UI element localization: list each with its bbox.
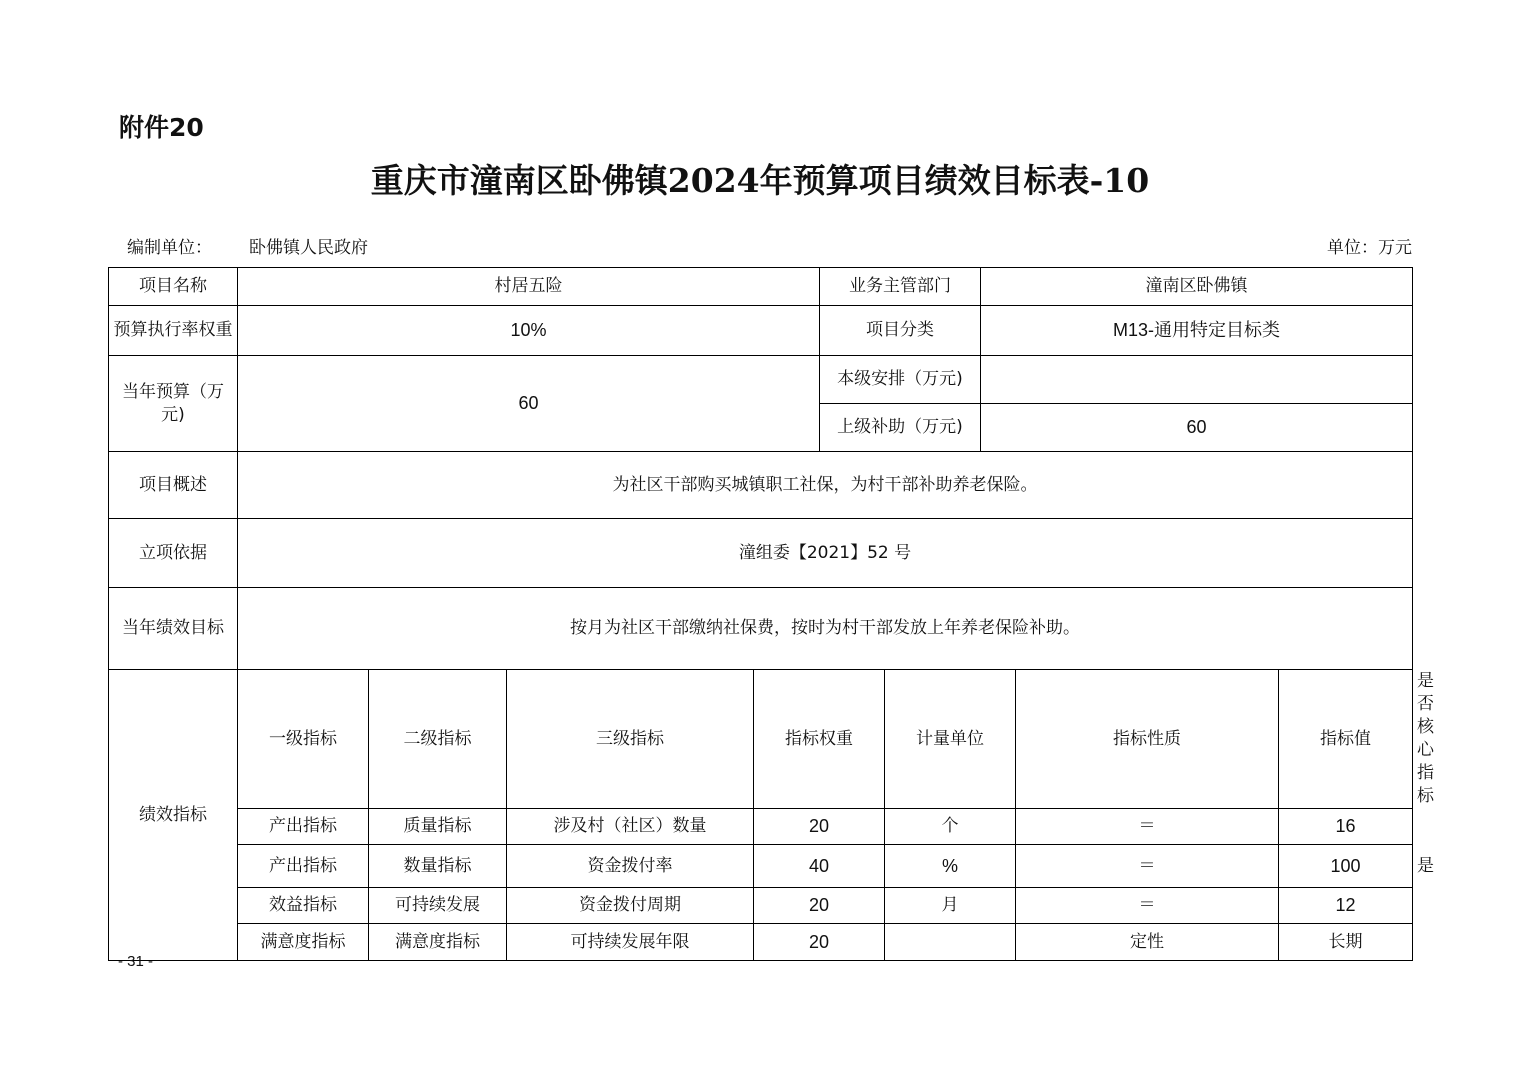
indicator-header: 二级指标 xyxy=(369,670,507,809)
weight-cell: 40 xyxy=(754,845,885,888)
local-value xyxy=(981,356,1413,404)
indicator-header: 指标值 xyxy=(1279,670,1413,809)
unit-cell: 个 xyxy=(885,809,1016,845)
nature-cell: ＝ xyxy=(1016,845,1279,888)
table-row xyxy=(109,809,1413,845)
level3-cell: 涉及村（社区）数量 xyxy=(507,809,754,845)
value-cell: 12 xyxy=(1279,888,1413,924)
category-label: 项目分类 xyxy=(820,306,981,356)
row-exec-rate xyxy=(109,306,1413,356)
level1-cell: 产出指标 xyxy=(238,809,369,845)
unit-label: 单位：万元 xyxy=(1327,238,1412,258)
nature-cell: ＝ xyxy=(1016,888,1279,924)
row-overview xyxy=(109,452,1413,519)
indicators-label: 绩效指标 xyxy=(109,670,238,961)
basis-label: 立项依据 xyxy=(109,519,238,588)
row-basis xyxy=(109,519,1413,588)
category-value: M13-通用特定目标类 xyxy=(981,306,1413,356)
performance-target-table xyxy=(108,267,1434,961)
level3-cell: 资金拨付率 xyxy=(507,845,754,888)
level2-cell: 数量指标 xyxy=(369,845,507,888)
dept-value: 潼南区卧佛镇 xyxy=(981,268,1413,306)
level3-cell: 资金拨付周期 xyxy=(507,888,754,924)
nature-cell: ＝ xyxy=(1016,809,1279,845)
weight-cell: 20 xyxy=(754,924,885,961)
row-budget xyxy=(109,356,1413,404)
table-row xyxy=(109,888,1413,924)
row-goal xyxy=(109,588,1413,670)
exec-rate-value: 10% xyxy=(238,306,820,356)
project-name-label: 项目名称 xyxy=(109,268,238,306)
overview-label: 项目概述 xyxy=(109,452,238,519)
value-cell: 16 xyxy=(1279,809,1413,845)
document-title: 重庆市潼南区卧佛镇2024年预算项目绩效目标表-10 xyxy=(370,161,1150,200)
dept-label: 业务主管部门 xyxy=(820,268,981,306)
level1-cell: 产出指标 xyxy=(238,845,369,888)
indicator-header: 指标性质 xyxy=(1016,670,1279,809)
table-row xyxy=(109,924,1413,961)
exec-rate-label: 预算执行率权重 xyxy=(109,306,238,356)
indicator-header: 指标权重 xyxy=(754,670,885,809)
indicator-header-row: 绩效指标 一级指标 二级指标 三级指标 指标权重 计量单位 指标性质 指标值 是否核心指标 xyxy=(109,670,1413,809)
indicator-header: 计量单位 xyxy=(885,670,1016,809)
indicator-header: 一级指标 xyxy=(238,670,369,809)
row-project-name xyxy=(109,268,1413,306)
budget-value: 60 xyxy=(238,356,820,452)
weight-cell: 20 xyxy=(754,888,885,924)
goal-value: 按月为社区干部缴纳社保费，按时为村干部发放上年养老保险补助。 xyxy=(238,588,1413,670)
unit-cell: % xyxy=(885,845,1016,888)
overview-value: 为社区干部购买城镇职工社保，为村干部补助养老保险。 xyxy=(238,452,1413,519)
level3-cell: 可持续发展年限 xyxy=(507,924,754,961)
value-cell: 长期 xyxy=(1279,924,1413,961)
goal-label: 当年绩效目标 xyxy=(109,588,238,670)
level1-cell: 效益指标 xyxy=(238,888,369,924)
budget-label: 当年预算（万元) xyxy=(109,356,238,452)
basis-value: 潼组委【2021】52 号 xyxy=(238,519,1413,588)
local-label: 本级安排（万元) xyxy=(820,356,981,404)
project-name-value: 村居五险 xyxy=(238,268,820,306)
upper-label: 上级补助（万元) xyxy=(820,404,981,452)
unit-cell xyxy=(885,924,1016,961)
org-value: 卧佛镇人民政府 xyxy=(249,238,368,258)
level2-cell: 满意度指标 xyxy=(369,924,507,961)
upper-value: 60 xyxy=(981,404,1413,452)
weight-cell: 20 xyxy=(754,809,885,845)
value-cell: 100 xyxy=(1279,845,1413,888)
org-label: 编制单位： xyxy=(127,238,212,258)
level1-cell: 满意度指标 xyxy=(238,924,369,961)
unit-cell: 月 xyxy=(885,888,1016,924)
page-number: - 31 - xyxy=(118,953,154,970)
level2-cell: 质量指标 xyxy=(369,809,507,845)
table-row: 产出指标 数量指标 资金拨付率 40 % ＝ 100 是 xyxy=(109,845,1413,888)
attachment-label: 附件20 xyxy=(119,113,204,142)
level2-cell: 可持续发展 xyxy=(369,888,507,924)
nature-cell: 定性 xyxy=(1016,924,1279,961)
indicator-header: 三级指标 xyxy=(507,670,754,809)
